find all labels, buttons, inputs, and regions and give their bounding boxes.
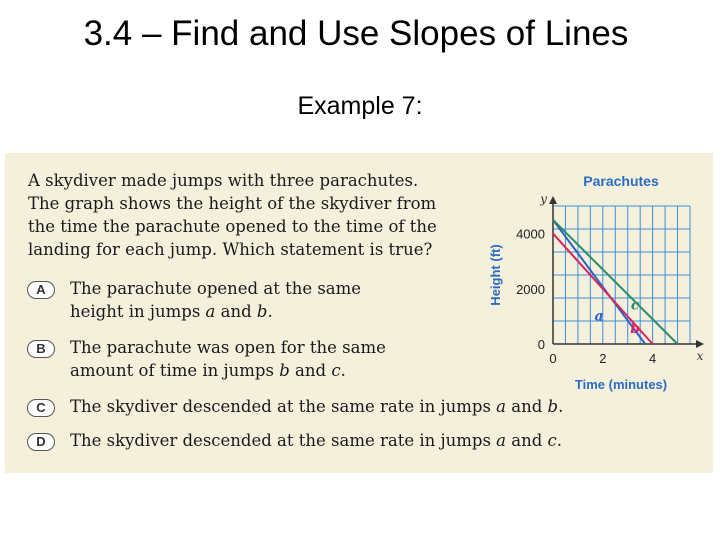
- x-axis-arrow: [696, 340, 704, 348]
- choice-text-line: The skydiver descended at the same rate in jumps a and c.: [70, 431, 563, 450]
- choice-text: [70, 336, 386, 382]
- choice-text-line: amount of time in jumps b and c.: [70, 361, 346, 380]
- problem-statement: [28, 169, 488, 261]
- problem-line: A skydiver made jumps with three parachutes.: [28, 171, 419, 190]
- choice-text-line: The skydiver descended at the same rate in jumps a and b.: [70, 397, 564, 416]
- x-tick-label: 0: [549, 351, 557, 366]
- choice-text: [70, 277, 361, 323]
- slide-title: 3.4 – Find and Use Slopes of Lines: [83, 14, 629, 53]
- choice-letter-badge: A: [27, 281, 55, 299]
- series-label-c: c: [630, 297, 640, 314]
- series-label-b: b: [630, 320, 641, 337]
- problem-line: The graph shows the height of the skydiver from: [28, 194, 437, 213]
- x-axis-symbol: x: [696, 349, 704, 363]
- y-tick-label: 2000: [516, 281, 545, 297]
- choice-letter-badge: C: [27, 399, 55, 417]
- x-tick-label: 4: [649, 351, 657, 366]
- y-axis-arrow: [549, 196, 557, 204]
- y-axis-label: Height (ft): [488, 244, 503, 306]
- choice-text-line: The parachute opened at the same: [70, 279, 362, 298]
- choice-text: [70, 429, 562, 452]
- y-tick-label: 4000: [516, 226, 545, 242]
- choice-letter-badge: D: [27, 433, 55, 451]
- x-axis-label: Time (minutes): [574, 377, 668, 392]
- y-axis-symbol: y: [540, 192, 547, 206]
- choice-text: [70, 395, 563, 418]
- choice-letter-badge: B: [27, 340, 55, 358]
- parachutes-chart: [483, 163, 705, 393]
- problem-panel: [5, 153, 713, 473]
- chart-title: Parachutes: [583, 173, 659, 189]
- choice-text-line: height in jumps a and b.: [70, 302, 273, 321]
- y-tick-label: 0: [537, 337, 545, 352]
- slide-subtitle: Example 7:: [297, 92, 423, 120]
- x-tick-label: 2: [599, 351, 607, 366]
- series-label-a: a: [594, 308, 604, 325]
- problem-line: the time the parachute opened to the time of the: [28, 217, 437, 236]
- problem-line: landing for each jump. Which statement is true?: [28, 240, 433, 259]
- choice-text-line: The parachute was open for the same: [70, 338, 386, 357]
